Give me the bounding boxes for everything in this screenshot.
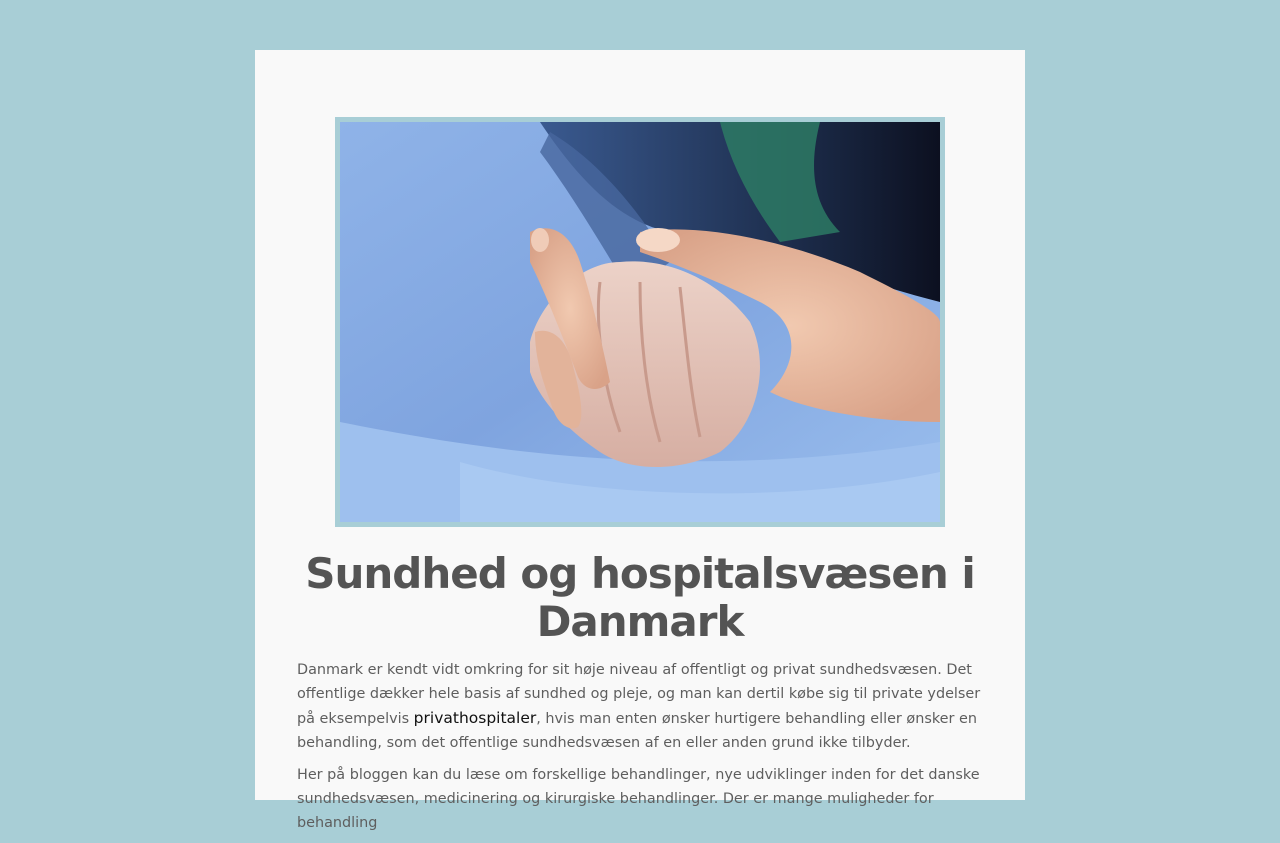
paragraph-intro-text: Danmark er kendt vidt omkring for sit høje niveau af offentligt og privat sundhedsvæsen. Det offentlige dækker hele basis af sundhed og pleje, og man kan dertil købe sig til private ydelser på eksempelvis [297, 662, 981, 727]
paragraph-intro [297, 658, 983, 755]
content-card [255, 50, 1025, 831]
article-body [297, 658, 983, 843]
page-title: Sundhed og hospitalsvæsen i Danmark [305, 549, 975, 646]
paragraph-blog: Her på bloggen kan du læse om forskellige behandlinger, nye udviklinger inden for det danske sundhedsvæsen, medicinering og kirurgiske behandlinger. Der er mange muligheder for behandling [297, 767, 980, 831]
privathospitaler-link[interactable]: privathospitaler [413, 709, 537, 727]
paragraph-intro-text-end: , hvis man enten ønsker hurtigere behandling eller ønsker en behandling, som det offentlige sundhedsvæsen af en eller anden grund ikke tilbyder. [297, 711, 977, 751]
hero-image [335, 117, 945, 527]
hands-holding-photo-icon [340, 122, 940, 522]
